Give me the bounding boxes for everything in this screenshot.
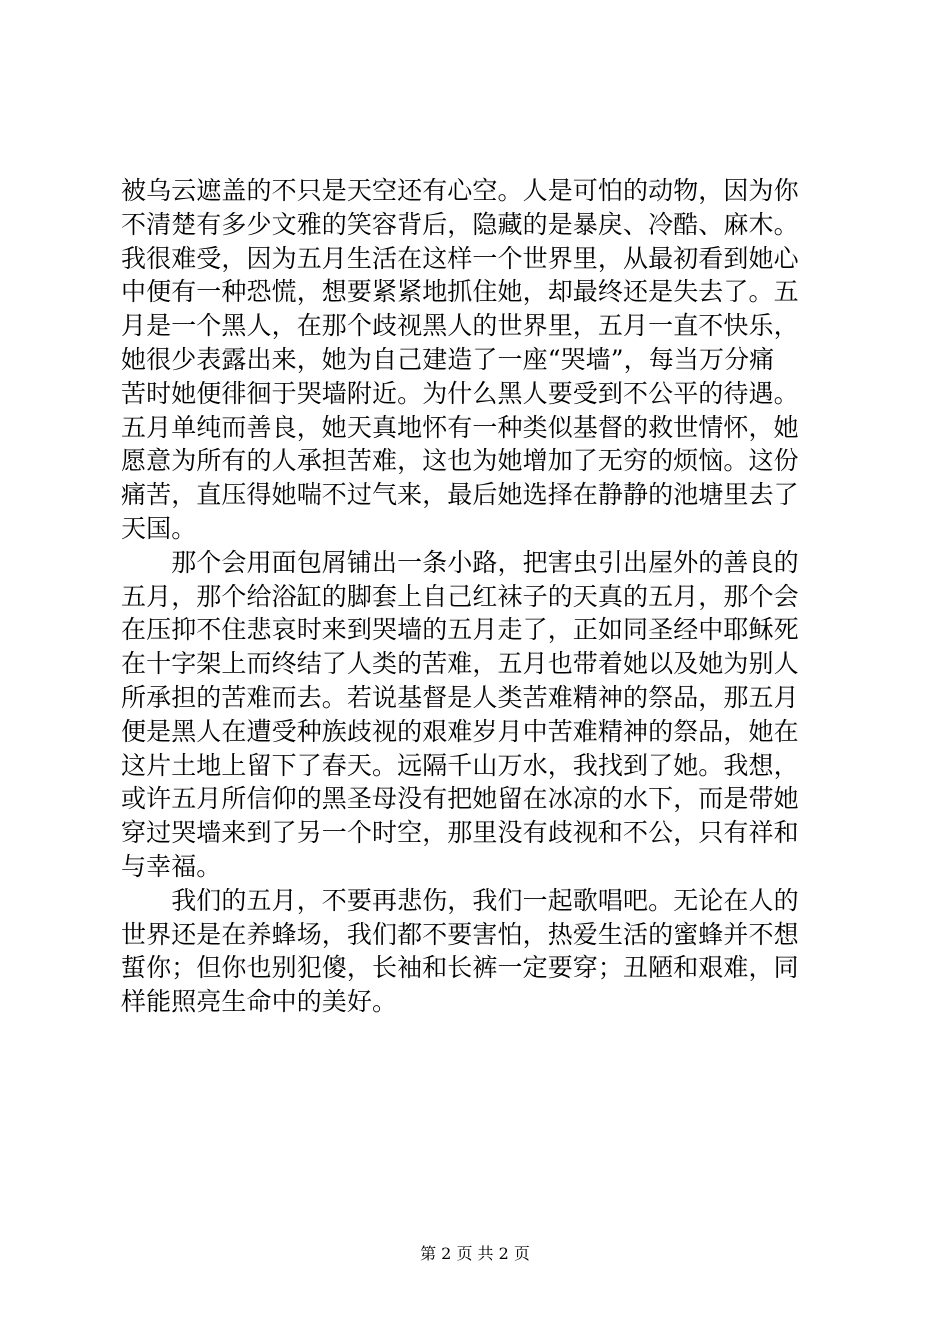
text-line: 在十字架上而终结了人类的苦难，五月也带着她以及她为别人 — [121, 649, 799, 679]
text-line: 样能照亮生命中的美好。 — [121, 987, 398, 1017]
text-line: 我们的五月，不要再悲伤，我们一起歌唱吧。无论在人的 — [121, 885, 799, 915]
text-line: 或许五月所信仰的黑圣母没有把她留在冰凉的水下，而是带她 — [121, 784, 799, 814]
text-line: 被乌云遮盖的不只是天空还有心空。人是可怕的动物，因为你 — [121, 176, 799, 205]
text-line: 痛苦，直压得她喘不过气来，最后她选择在静静的池塘里去了 — [121, 480, 799, 510]
text-line: 在压抑不住悲哀时来到哭墙的五月走了，正如同圣经中耶稣死 — [121, 615, 799, 645]
page-number-footer: 第 2 页 共 2 页 — [420, 1244, 530, 1263]
text-line: 我很难受，因为五月生活在这样一个世界里，从最初看到她心 — [121, 243, 799, 273]
text-line: 不清楚有多少文雅的笑容背后，隐藏的是暴戾、冷酷、麻木。 — [121, 209, 799, 239]
text-line: 愿意为所有的人承担苦难，这也为她增加了无穷的烦恼。这份 — [121, 446, 799, 476]
text-line: 那个会用面包屑铺出一条小路，把害虫引出屋外的善良的 — [121, 547, 799, 577]
text-line: 这片土地上留下了春天。远隔千山万水，我找到了她。我想， — [121, 750, 799, 780]
text-line: 苦时她便徘徊于哭墙附近。为什么黑人要受到不公平的待遇。 — [121, 378, 799, 408]
text-line: 蜇你；但你也别犯傻，长袖和长裤一定要穿；丑陋和艰难，同 — [121, 953, 799, 983]
text-line: 世界还是在养蜂场，我们都不要害怕，热爱生活的蜜蜂并不想 — [121, 919, 799, 949]
body-text — [121, 174, 833, 1019]
text-line: 便是黑人在遭受种族歧视的艰难岁月中苦难精神的祭品，她在 — [121, 716, 799, 746]
text-line: 月是一个黑人，在那个歧视黑人的世界里，五月一直不快乐， — [121, 311, 799, 341]
text-line: 天国。 — [121, 513, 197, 543]
text-line: 中便有一种恐慌，想要紧紧地抓住她，却最终还是失去了。五 — [121, 277, 799, 307]
text-line: 穿过哭墙来到了另一个时空，那里没有歧视和不公，只有祥和 — [121, 818, 799, 848]
text-line: 五月，那个给浴缸的脚套上自己红袜子的天真的五月，那个会 — [121, 581, 799, 611]
text-line: 所承担的苦难而去。若说基督是人类苦难精神的祭品，那五月 — [121, 682, 799, 712]
text-line: 她很少表露出来，她为自己建造了一座“哭墙”，每当万分痛 — [121, 344, 775, 374]
text-line: 五月单纯而善良，她天真地怀有一种类似基督的救世情怀，她 — [121, 412, 799, 442]
text-line: 与幸福。 — [121, 851, 222, 881]
